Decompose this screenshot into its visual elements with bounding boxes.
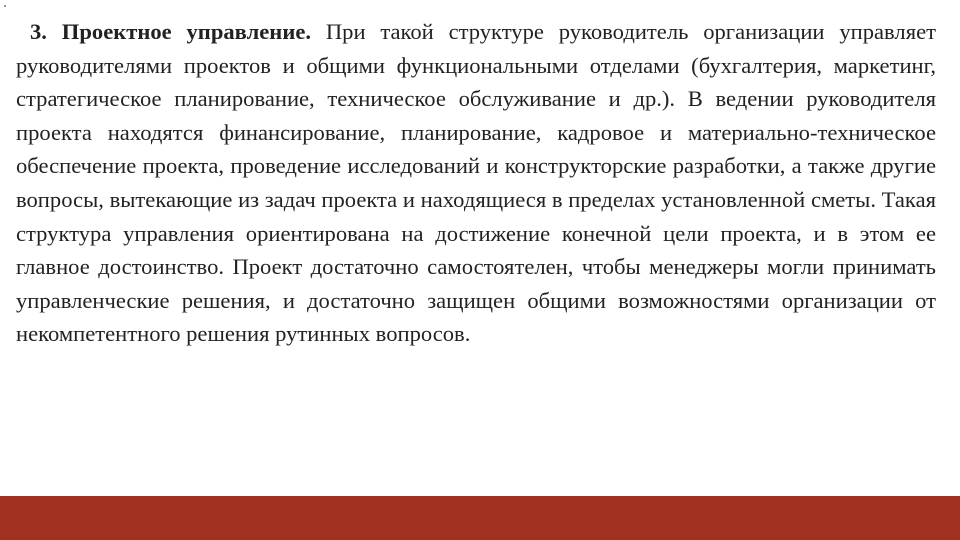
corner-mark: [4, 5, 6, 7]
paragraph-body: При такой структуре руководитель организации управляет руководителями проектов и общими функциональными отделами (бухгалтерия, маркетинг, стратегическое планирование, техническое обслуживание и др.). В ведении руководителя проекта находятся финансирование, планирование, кадровое и материально-техническое обеспечение проекта, проведение исследований и конструкторские разработки, а также другие вопросы, вытекающие из задач проекта и находящиеся в пределах установленной сметы. Такая структура управления ориентирована на достижение конечной цели проекта, и в этом ее главное достоинство. Проект достаточно самостоятелен, чтобы менеджеры могли принимать управленческие решения, и достаточно защищен общими возможностями организации от некомпетентного решения рутинных вопросов.: [16, 19, 936, 347]
slide-paragraph: [16, 15, 936, 351]
paragraph-heading: 3. Проектное управление.: [30, 19, 312, 44]
footer-accent-bar: [0, 496, 960, 540]
